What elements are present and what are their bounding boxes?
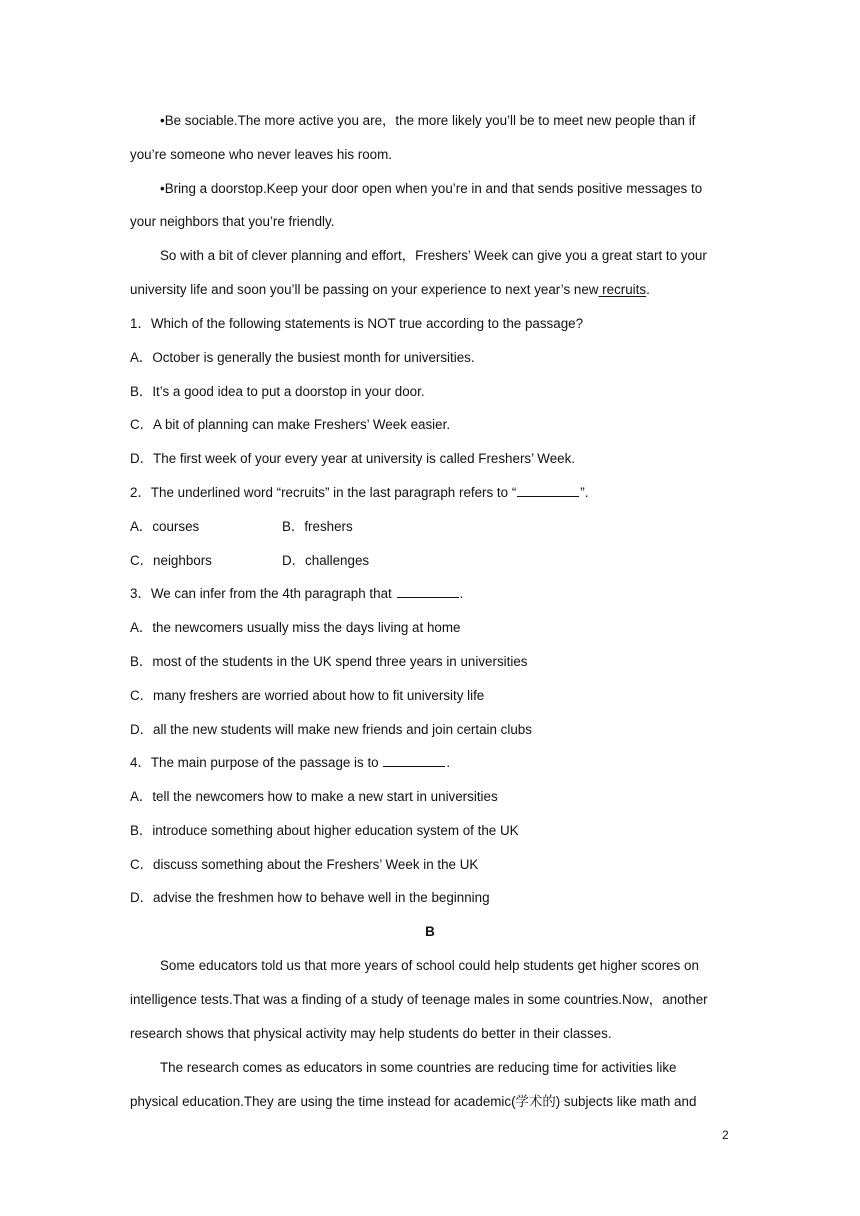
option: C．many freshers are worried about how to fit university life xyxy=(130,688,485,703)
option-row xyxy=(130,551,732,571)
text-segment: . xyxy=(646,282,650,297)
option: D．challenges xyxy=(282,553,370,568)
option: D．all the new students will make new friends and join certain clubs xyxy=(130,722,532,737)
option: A．October is generally the busiest month for universities. xyxy=(130,350,475,365)
paragraph-line: •Bring a doorstop.Keep your door open when you’re in and that sends positive messages to xyxy=(160,181,703,196)
paragraph-line: intelligence tests.That was a finding of a study of teenage males in some countries.Now，another xyxy=(130,992,708,1007)
option: C．discuss something about the Freshers’ Week in the UK xyxy=(130,857,479,872)
underlined-word: recruits xyxy=(598,282,647,297)
option: B．most of the students in the UK spend three years in universities xyxy=(130,654,528,669)
paragraph-line: Some educators told us that more years of school could help students get higher scores on xyxy=(160,958,699,973)
question-text: 3．We can infer from the 4th paragraph that xyxy=(130,586,392,601)
option: B．freshers xyxy=(282,519,353,534)
question-text: 2．The underlined word “recruits” in the last paragraph refers to “ xyxy=(130,485,517,500)
paragraph-line: •Be sociable.The more active you are，the more likely you’ll be to meet new people than if xyxy=(160,113,696,128)
question-2 xyxy=(130,483,732,503)
question-text: . xyxy=(446,755,451,770)
question-text: 4．The main purpose of the passage is to xyxy=(130,755,379,770)
page-number: 2 xyxy=(722,1128,729,1142)
question-text: ”. xyxy=(580,485,589,500)
option: A．tell the newcomers how to make a new start in universities xyxy=(130,789,498,804)
text-segment: university life and soon you’ll be passing on your experience to next year’s new xyxy=(130,282,599,297)
paragraph-line xyxy=(130,280,732,300)
question-1: 1．Which of the following statements is NOT true according to the passage? xyxy=(130,316,584,331)
section-heading: B xyxy=(425,924,435,939)
paragraph-line: The research comes as educators in some countries are reducing time for activities like xyxy=(160,1060,677,1075)
option: D．advise the freshmen how to behave well in the beginning xyxy=(130,890,490,905)
paragraph-line: your neighbors that you’re friendly. xyxy=(130,214,335,229)
option-row xyxy=(130,517,732,537)
answer-blank xyxy=(383,754,445,767)
question-text: . xyxy=(459,586,464,601)
option: D．The first week of your every year at university is called Freshers’ Week. xyxy=(130,451,576,466)
question-4 xyxy=(130,753,732,773)
option: B．introduce something about higher education system of the UK xyxy=(130,823,519,838)
option: C．A bit of planning can make Freshers’ Week easier. xyxy=(130,417,451,432)
answer-blank xyxy=(517,484,579,497)
option: B．It’s a good idea to put a doorstop in your door. xyxy=(130,384,425,399)
option: C．neighbors xyxy=(130,553,212,568)
option: A．the newcomers usually miss the days living at home xyxy=(130,620,461,635)
paragraph-line: you’re someone who never leaves his room. xyxy=(130,147,392,162)
paragraph-line: So with a bit of clever planning and effort，Freshers’ Week can give you a great start to your xyxy=(160,248,707,263)
answer-blank xyxy=(397,585,459,598)
option: A．courses xyxy=(130,519,200,534)
question-3 xyxy=(130,584,732,604)
paragraph-line: research shows that physical activity may help students do better in their classes. xyxy=(130,1026,612,1041)
paragraph-line: physical education.They are using the time instead for academic(学术的) subjects like math and xyxy=(130,1094,697,1109)
